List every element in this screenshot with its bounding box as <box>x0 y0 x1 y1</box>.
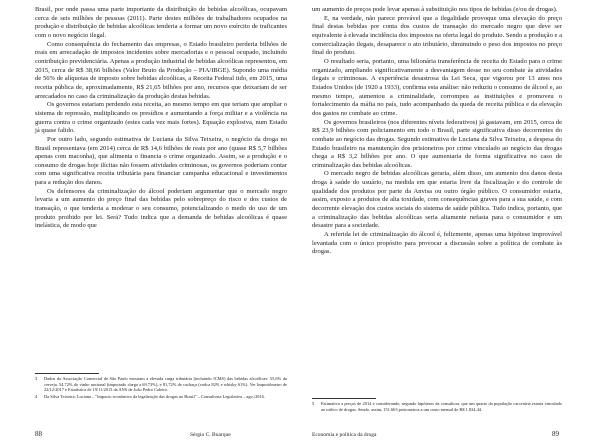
paragraph: Por outro lado, segundo estimativa de Luciana da Silva Teixeira, o negócio da droga no Brasil representava (em 2014) cerca de R$ 14,6 bilhões de reais por ano (quase R$ 5,7 bilhões apenas com maconha), que alimenta o financia o crime organizado. Assim, se a produção e o consumo de drogas hoje ilícitas não fossem atividades criminosas, os governos poderiam contar com uma significativa receita tributária para financiar campanha educacional e investimentos para a redução dos danos. <box>35 135 287 187</box>
paragraph: Os governos brasileiros (nos diferentes níveis federativos) já gastavam, em 2015, cerca de R$ 23,9 bilhões com policiamento em todo o Brasil, parte significativa disso decorrentes do combate ao negócio das drogas. Segundo estimativa de Luciana da Silva Teixeira, a despesa do Estado brasileiro na manutenção dos prisioneiros por crime vinculado ao negócio das drogas chega a R$ 3,2 bilhões por ano. O que aumentaria de forma significativa no caso de criminalização das bebidas alcoólicas. <box>312 118 562 169</box>
paragraph: Os defensores da criminalização do álcool poderiam argumentar que o mercado negro levaria a um aumento do preço final das bebidas pelo sobrepreço do risco e dos custos de transação, o que tenderia a moderar o seu consumo, potencializando o medo do uso de um produto proibido por lei. Será? Tudo indica que a demanda de bebidas alcoólicas é quase inelástica, de modo que <box>35 187 287 230</box>
footnote-number: 5 <box>312 401 315 406</box>
right-page <box>300 0 600 444</box>
footnote <box>312 401 562 412</box>
running-head: Sérgio C. Buarque <box>190 432 231 438</box>
page-number: 88 <box>35 430 42 438</box>
footnote-text: Estimativa a preços de 2014 e considerando, segundo hipóteses da consultora, que um quarto da população carcerária estaria vinculado ao tráfico de drogas. Sendo, assim, 151.663 prisioneiros a um custo mensal de R$ 1.824,44. <box>321 401 562 412</box>
footnote-text: Da Silva Teixeira, Luciana – "Impacto econômico da legalização das drogas no Brasil" – Consultoria Legislativa – ago./2016. <box>44 394 265 400</box>
paragraph: O resultado seria, portanto, uma bilionária transferência de receita do Estado para o crime organizado, ampliando significativamente a desvantagem desse no seu combate às atividades ilegais e criminosas. A experiência desastrosa da Lei Seca, que vigorou por 13 anos nos Estados Unidos (de 1920 a 1933), confirma esta análise: não reduziu o consumo de álcool e, ao mesmo tempo, aumentou a criminalidade, corrompeu as instituições e promoveu o fortalecimento da máfia no país, tudo acompanhado da queda de receita pública e da elevação dos gastos no combate ao crime. <box>312 57 562 117</box>
running-head: Economia e política da droga <box>312 432 377 438</box>
right-footnotes <box>312 401 562 413</box>
page-number: 89 <box>552 430 559 438</box>
footnote-number: 3 <box>35 376 38 381</box>
paragraph: Brasil, por onde passa uma parte importante da distribuição de bebidas alcoólicas, ocupavam cerca de seis milhões de pessoas (2011). Parte destes milhões de trabalhadores ocupados na produção e distribuição de bebidas alcoólicas tenderia a formar um novo exército de traficantes com o novo negócio ilegal. <box>35 6 287 39</box>
footnote <box>35 376 287 393</box>
paragraph: A referida lei de criminalização do álcool é, felizmente, apenas uma hipótese improvável levantada com o único propósito para provocar a discussão sobre a política de combate às drogas. <box>312 231 562 256</box>
paragraph: Como consequência do fechamento das empresas, o Estado brasileiro perderia bilhões de reais em arrecadação de impostos incidentes sobre mercadorias e o pessoal ocupado, incluindo contribuição previdenciária. Apenas a produção industrial de bebidas alcoólicas representou, em 2015, cerca de R$ 38,66 bilhões (Valor Bruto da Produção – PIA/IBGE). Supondo uma média de 56% de alíquotas de imposto sobre bebidas alcoólicas, a Receita Federal tido, em 2015, uma receita pública de, aproximadamente, R$ 21,65 bilhões por ano, recursos que deixariam de ser arrecadados no caso da criminalização da produção destas bebidas. <box>35 40 287 100</box>
paragraph: Os governos estariam perdendo esta receita, ao mesmo tempo em que teriam que ampliar o sistema de repressão, multiplicando os presídios e aumentando a força militar e a violência na guerra contra o crime organizado (estes cada vez mais fortes). Equação explosiva, num Estado já quase falido. <box>35 101 287 135</box>
left-footnotes <box>35 376 287 401</box>
footnote-rule <box>35 373 99 374</box>
paragraph: um aumento de preços pode levar apenas à substituição nos tipos de bebidas (e/ou de drogas). <box>312 6 558 13</box>
paragraph: E, na verdade, não parece provável que a ilegalidade provoque uma elevação do preço final destas bebidas por conta dos custos de transação do mercado negro que deve ser equivalente à elevada incidência dos impostos na oferta legal do produto. Sendo a produção e a comercialização ilegais, desaparece o ato tributário, diminuindo o peso dos impostos no preço final do produto. <box>312 14 562 57</box>
left-body-text <box>35 6 287 231</box>
paragraph: O mercado negro de bebidas alcoólicas geraria, além disso, um aumento dos danos desta droga à saúde do usuário, na medida em que estaria livre da fiscalização e do controle de qualidade dos produtos por parte da Anvisa ou outro órgão público. O consumidor estaria, assim, exposto a produtos de alta toxidade, com consequências graves para a sua saúde, e com decorrente elevação dos custos sociais do sistema de saúde pública. Tudo indica, portanto, que a criminalização das bebidas alcoólicas seria altamente nefasta para o consumidor e um desastre para a sociedade. <box>312 170 562 230</box>
footnote <box>35 394 287 400</box>
footnote-text: Dados da Associação Comercial de São Paulo mostram a elevada carga tributária (incluindo ICMS) das bebidas alcoólicas: 55,6% da cerveja, 54,72% do vinho nacional (importado chega a 69,73%), e 81,72% de cachaça (vodca 82% e whisky 61%). Ver Impostômetro de 22/12/2017 e Estatística de 19/11/2013 da ANS de João Pedro Caleiro. <box>44 376 287 393</box>
right-body-text <box>312 6 562 257</box>
footnote-number: 4 <box>35 394 38 400</box>
footnote-rule <box>312 398 376 399</box>
